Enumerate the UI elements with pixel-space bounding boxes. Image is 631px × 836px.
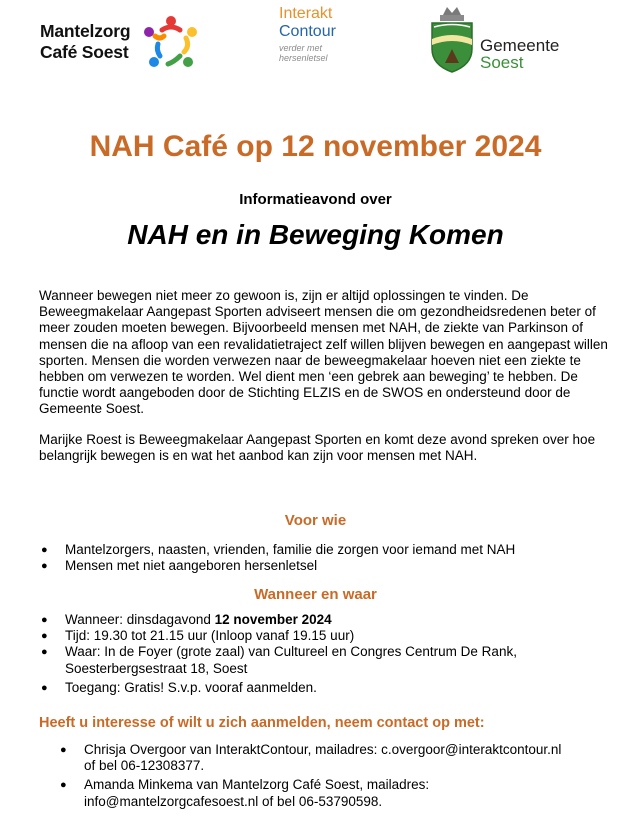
contact-item-interaktcontour [58, 742, 598, 774]
subtitle: NAH en in Beweging Komen [127, 219, 504, 250]
event-date: 12 november 2024 [214, 612, 332, 627]
contact-heading: Heeft u interesse of wilt u zich aanmelden, neem contact op met: [39, 715, 485, 731]
bullet-icon: ● [41, 544, 48, 556]
logo-line-2: Café Soest [40, 42, 129, 62]
logo-line-2: Contour [279, 23, 336, 40]
list-item-time [39, 628, 619, 644]
coat-of-arms-icon [429, 5, 475, 73]
gemeente-soest-logo [429, 5, 589, 75]
list-item [39, 542, 619, 558]
location-line-1: Waar: In de Foyer (grote zaal) van Cultureel en Congres Centrum De Rank, [65, 644, 517, 660]
list-item-location [39, 644, 619, 676]
audience-list [39, 542, 619, 574]
logo-tagline-2: hersenletsel [279, 53, 328, 63]
section-heading-wanneer: Wanneer en waar [254, 586, 377, 603]
list-item-date [39, 612, 619, 628]
location-line-2: Soesterbergsestraat 18, Soest [65, 660, 248, 676]
date-label: Wanneer: dinsdagavond [65, 612, 215, 627]
contact-item-mantelzorg [58, 777, 598, 809]
logo-line-1: Mantelzorg [40, 21, 131, 41]
bullet-icon: ● [41, 614, 48, 626]
when-where-list [39, 612, 619, 696]
list-item-admission [39, 680, 619, 696]
list-item-text: Mantelzorgers, naasten, vrienden, familie die zorgen voor iemand met NAH [65, 542, 516, 557]
contact-line-1: Amanda Minkema van Mantelzorg Café Soest, mailadres: [84, 777, 430, 793]
list-item-text: Toegang: Gratis! S.v.p. vooraf aanmelden. [65, 679, 317, 695]
page-title: NAH Café op 12 november 2024 [89, 130, 542, 163]
contact-line-1: Chrisja Overgoor van InteraktContour, mailadres: c.overgoor@interaktcontour.nl [84, 742, 562, 757]
logo-line-1: Interakt [279, 5, 333, 22]
contact-list [58, 742, 598, 813]
speaker-paragraph: Marijke Roest is Beweegmakelaar Aangepast Sporten en komt deze avond spreken over hoe belangrijk bewegen is en wat het aanbod kan zijn voor mensen met NAH. [39, 432, 596, 464]
bullet-icon: ● [41, 646, 48, 659]
bullet-icon: ● [60, 779, 67, 792]
bullet-icon: ● [41, 630, 48, 643]
section-heading-voor-wie: Voor wie [284, 512, 347, 529]
list-item-text: Tijd: 19.30 tot 21.15 uur (Inloop vanaf 19.15 uur) [65, 628, 355, 644]
interaktcontour-logo [279, 5, 379, 65]
bullet-icon: ● [41, 681, 48, 694]
bullet-icon: ● [60, 744, 67, 756]
contact-line-2: info@mantelzorgcafesoest.nl of bel 06-53790598. [84, 793, 383, 809]
logo-line-1: Gemeente [480, 36, 560, 55]
list-item-text: Mensen met niet aangeboren hersenletsel [65, 558, 318, 574]
intro-line: Informatieavond over [239, 191, 392, 208]
logo-line-2: Soest [480, 53, 524, 72]
people-circle-icon [140, 14, 202, 72]
contact-line-2: of bel 06-12308377. [84, 758, 205, 774]
mantelzorg-cafe-logo [40, 16, 200, 72]
logo-tagline-1: verder met [279, 43, 323, 53]
list-item [39, 558, 619, 574]
intro-paragraph: Wanneer bewegen niet meer zo gewoon is, zijn er altijd oplossingen te vinden. De Beweegmakelaar Aangepast Sporten adviseert mensen die om gezondheidsredenen beter of meer zouden moeten bewegen. Bijvoorbeeld mensen met NAH, de ziekte van Parkinson of mensen die na afloop van een revalidatietraject zelf willen blijven bewegen en aangepast willen sporten. Mensen die worden verwezen naar de beweegmakelaar hoeven niet een ziekte te hebben om verwezen te worden. Wel dient men ‘een gebrek aan beweging’ te hebben. De functie wordt aangeboden door de Stichting ELZIS en de SWOS en ondersteund door de Gemeente Soest. [39, 288, 608, 417]
bullet-icon: ● [41, 560, 48, 573]
